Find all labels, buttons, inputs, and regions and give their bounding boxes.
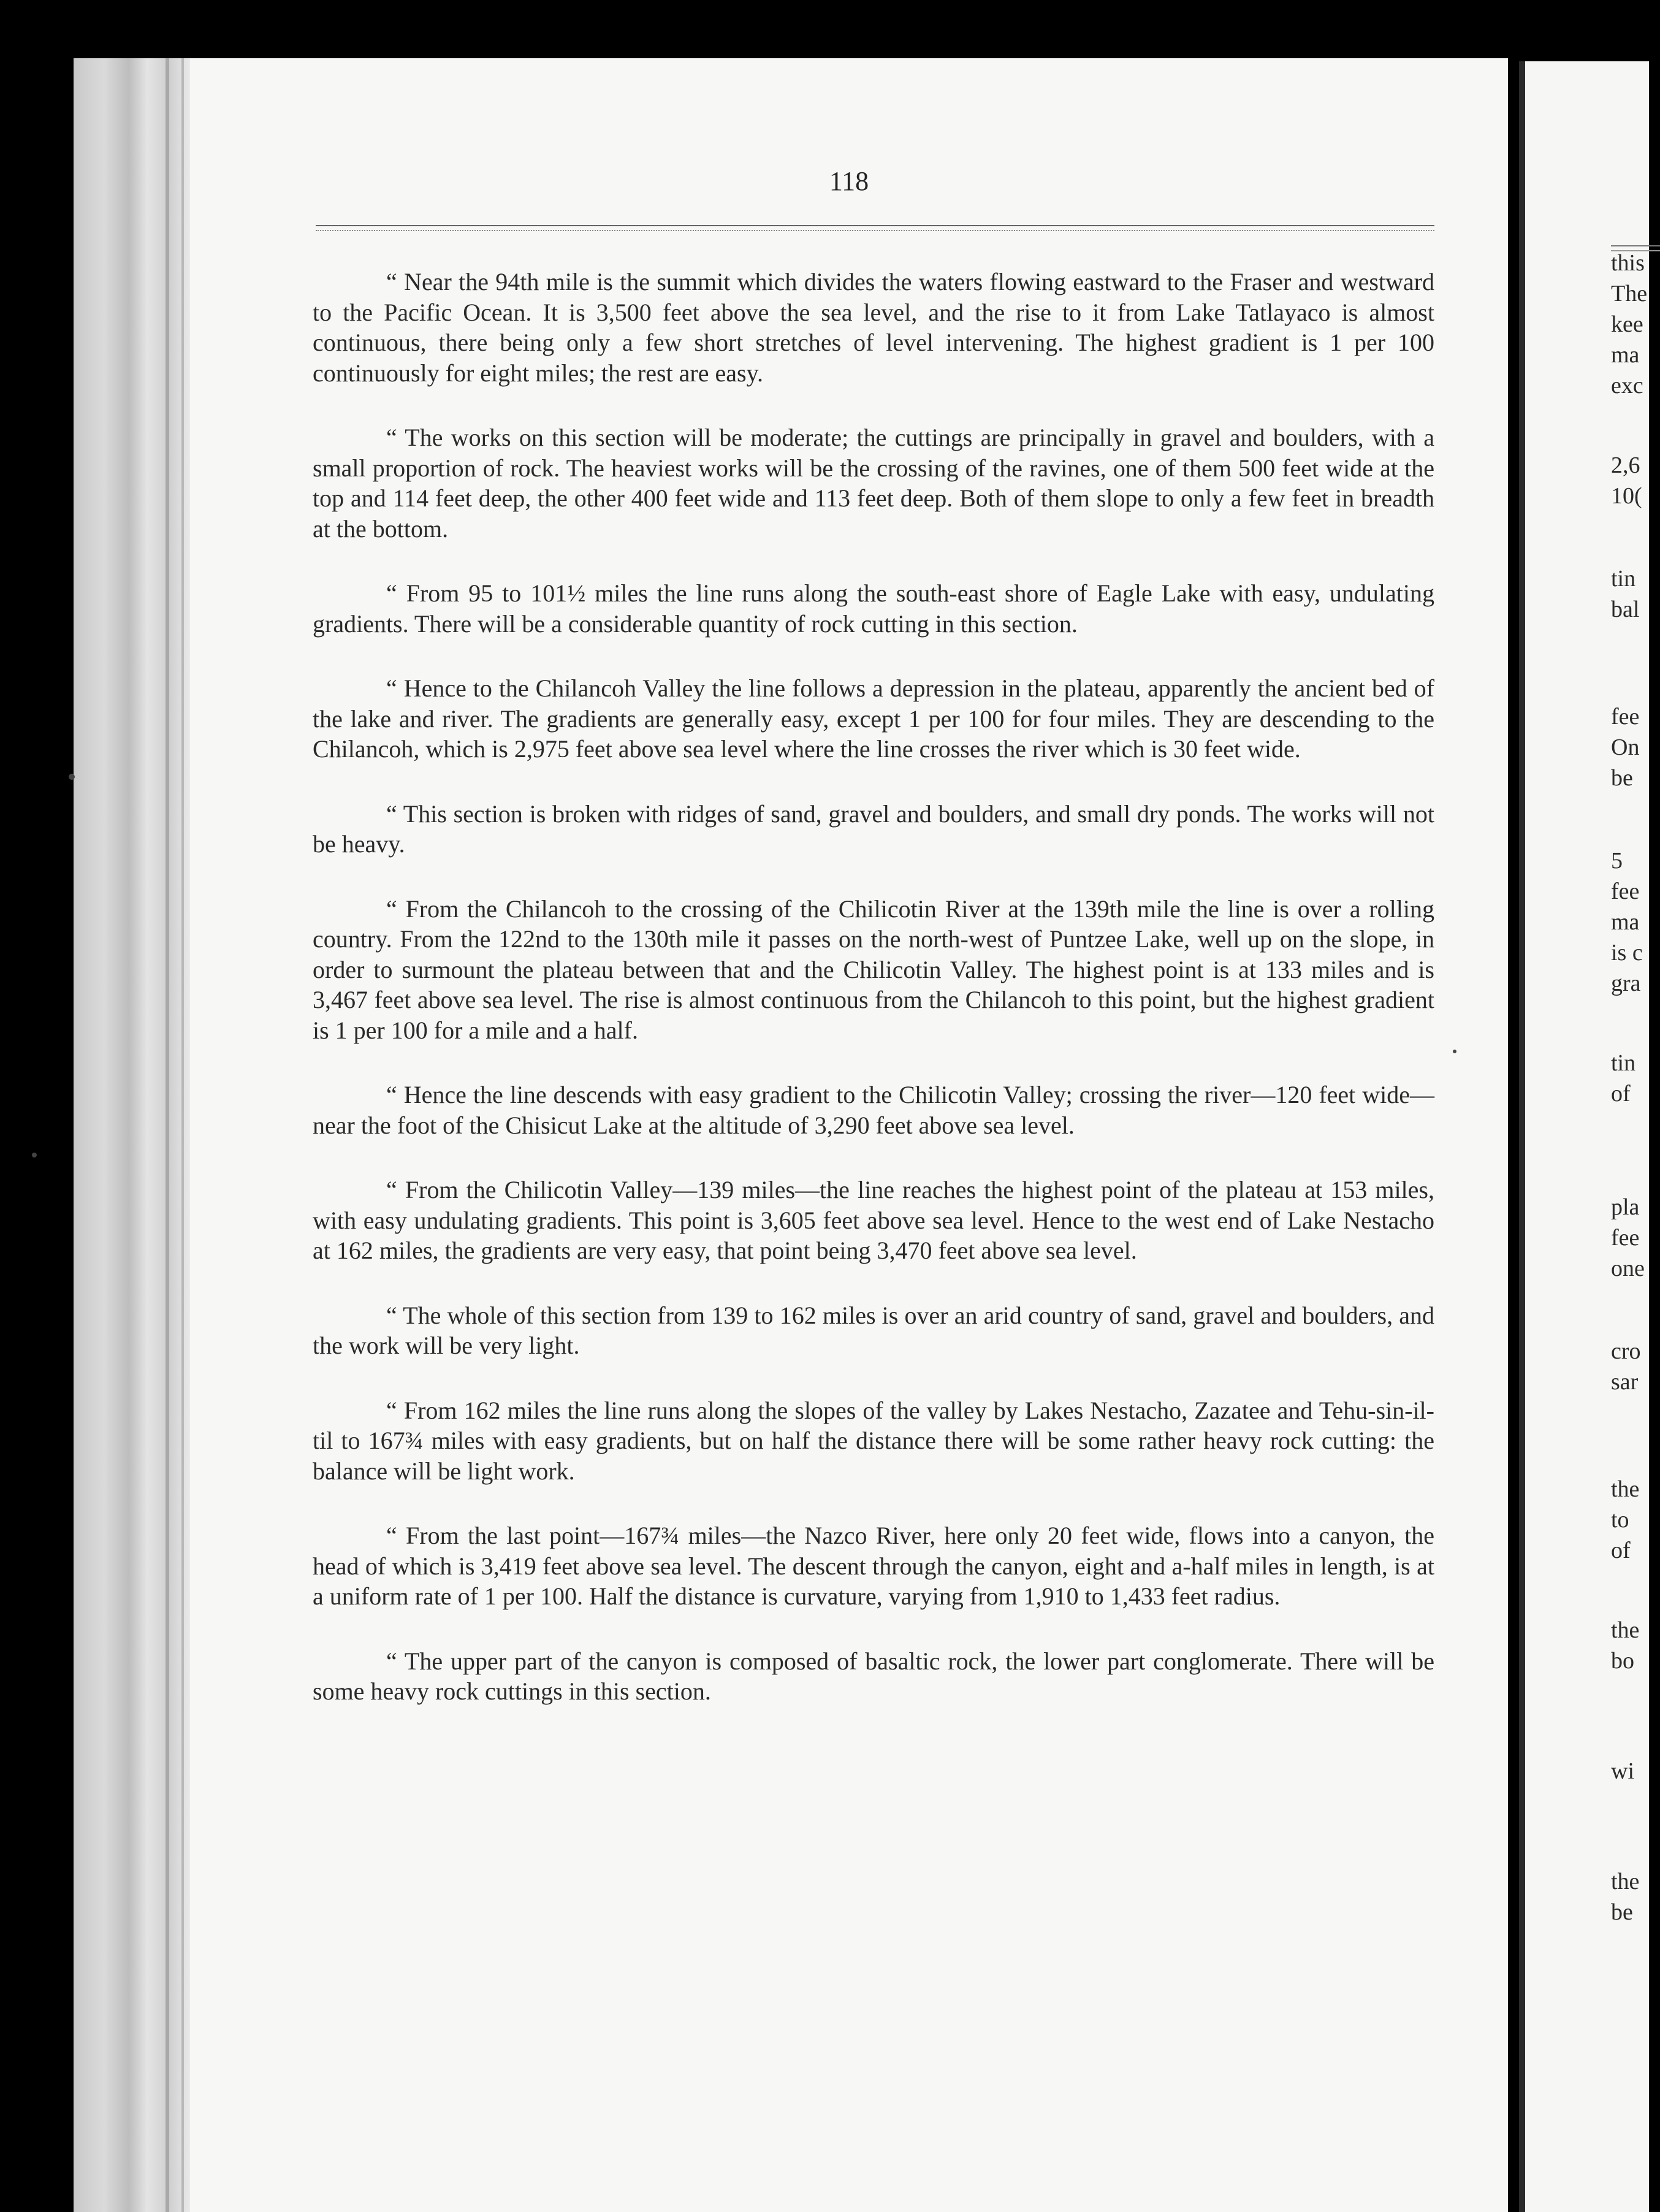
adjacent-page-fragment: 2,6	[1611, 452, 1640, 478]
binding-shadow-line	[166, 58, 169, 2212]
adjacent-page-fragment: tin	[1611, 566, 1636, 592]
adjacent-page-fragment: the	[1611, 1617, 1640, 1643]
book-page	[190, 58, 1508, 2212]
paragraph: “ The whole of this section from 139 to 162 miles is over an arid country of sand, gravel and boulders, and the work will be very light.	[313, 1301, 1434, 1359]
adjacent-page-fragment: the	[1611, 1869, 1640, 1894]
adjacent-page-fragment: gra	[1611, 971, 1641, 996]
adjacent-page-fragment: On	[1611, 734, 1640, 760]
adjacent-page-fragment: to	[1611, 1507, 1629, 1533]
adjacent-page-fragment: sar	[1611, 1369, 1639, 1395]
adjacent-page-fragment: cro	[1611, 1338, 1641, 1364]
paragraph: “ From the Chilicotin Valley—139 miles—the line reaches the highest point of the plateau at 153 miles, with easy undulating gradients. This point is 3,605 feet above sea level. Hence to the west end of Lake Nestacho at 162 miles, the gradients are very easy, that point being 3,470 feet above sea level.	[313, 1176, 1434, 1264]
adjacent-page-fragment: this	[1611, 250, 1645, 276]
paragraph: “ Hence the line descends with easy gradient to the Chilicotin Valley; crossing the river—120 feet wide—near the foot of the Chisicut Lake at the altitude of 3,290 feet above sea level.	[313, 1081, 1434, 1139]
paragraph: “ This section is broken with ridges of sand, gravel and boulders, and small dry ponds. The works will not be heavy.	[313, 799, 1434, 858]
adjacent-page-fragment: pla	[1611, 1194, 1640, 1220]
ink-speck	[1453, 1050, 1456, 1053]
book-binding-edge	[74, 58, 196, 2212]
adjacent-page-fragment: fee	[1611, 879, 1640, 904]
adjacent-page-fragment: exc	[1611, 373, 1643, 399]
binding-shadow-line	[181, 58, 184, 2212]
adjacent-page-fragment: The	[1611, 281, 1648, 307]
paragraph: “ The upper part of the canyon is composed of basaltic rock, the lower part conglomerate. There will be some heavy rock cuttings in this section.	[313, 1647, 1434, 1705]
ink-speck	[32, 1153, 37, 1157]
adjacent-page-fragment: of	[1611, 1538, 1631, 1563]
paragraph: “ From the Chilancoh to the crossing of the Chilicotin River at the 139th mile the line is over a rolling country. From the 122nd to the 130th mile it passes on the north-west of Puntzee Lake, well up on the slope, in order to surmount the plateau between that and the Chilicotin Valley. The highest point is at 133 miles and is 3,467 feet above sea level. The rise is almost continuous from the Chilancoh to this point, but the highest gradient is 1 per 100 for a mile and a half.	[313, 894, 1434, 1044]
paragraph: “ Near the 94th mile is the summit which divides the waters flowing eastward to the Fraser and westward to the Pacific Ocean. It is 3,500 feet above the sea level, and the rise to it from Lake Tatlayaco is almost continuous, there being only a few short stretches of level intervening. The highest gradient is 1 per 100 continuously for eight miles; the rest are easy.	[313, 268, 1434, 387]
adjacent-page-fragment: of	[1611, 1081, 1631, 1107]
adjacent-page-fragment: 5	[1611, 848, 1623, 874]
adjacent-page-fragment: wi	[1611, 1758, 1634, 1784]
page-body	[313, 267, 1434, 1741]
adjacent-page-fragment: is c	[1611, 940, 1643, 966]
page-number: 118	[829, 166, 869, 196]
adjacent-page-fragment: fee	[1611, 1225, 1640, 1251]
adjacent-page-fragment: the	[1611, 1476, 1640, 1502]
adjacent-page-fragment: fee	[1611, 704, 1640, 730]
adjacent-page-fragment: bo	[1611, 1648, 1634, 1674]
paragraph: “ The works on this section will be moderate; the cuttings are principally in gravel and boulders, with a small proportion of rock. The heaviest works will be the crossing of the ravines, one of them 500 feet wide at the top and 114 feet deep, the other 400 feet wide and 113 feet deep. Both of them slope to only a few feet in breadth at the bottom.	[313, 424, 1434, 543]
paragraph: “ From 95 to 101½ miles the line runs along the south-east shore of Eagle Lake with easy, undulating gradients. There will be a considerable quantity of rock cutting in this section.	[313, 579, 1434, 638]
adjacent-page-fragment: ma	[1611, 909, 1640, 935]
adjacent-page-fragment: be	[1611, 765, 1633, 791]
adjacent-page-fragment: bal	[1611, 597, 1640, 622]
adjacent-page-fragment: tin	[1611, 1050, 1636, 1076]
adjacent-page-fragment: ma	[1611, 342, 1640, 368]
paragraph: “ From 162 miles the line runs along the slopes of the valley by Lakes Nestacho, Zazatee and Tehu-sin-il-til to 167¾ miles with easy gradients, but on half the distance there will be some rather heavy rock cutting: the balance will be light work.	[313, 1396, 1434, 1485]
adjacent-page-edge	[1519, 61, 1649, 2212]
adjacent-page-fragment: be	[1611, 1899, 1633, 1925]
header-rule	[316, 225, 1434, 231]
adjacent-page-fragment: kee	[1611, 311, 1643, 337]
paragraph: “ Hence to the Chilancoh Valley the line follows a depression in the plateau, apparently the ancient bed of the lake and river. The gradients are generally easy, except 1 per 100 for four miles. They are descending to the Chilancoh, which is 2,975 feet above sea level where the line crosses the river which is 30 feet wide.	[313, 674, 1434, 763]
adjacent-page-fragment: one	[1611, 1256, 1645, 1281]
adjacent-page-fragment: 10(	[1611, 483, 1642, 509]
ink-speck	[69, 774, 75, 780]
paragraph: “ From the last point—167¾ miles—the Nazco River, here only 20 feet wide, flows into a canyon, the head of which is 3,419 feet above sea level. The descent through the canyon, eight and a-half miles in length, is at a uniform rate of 1 per 100. Half the distance is curvature, varying from 1,910 to 1,433 feet radius.	[313, 1522, 1434, 1610]
